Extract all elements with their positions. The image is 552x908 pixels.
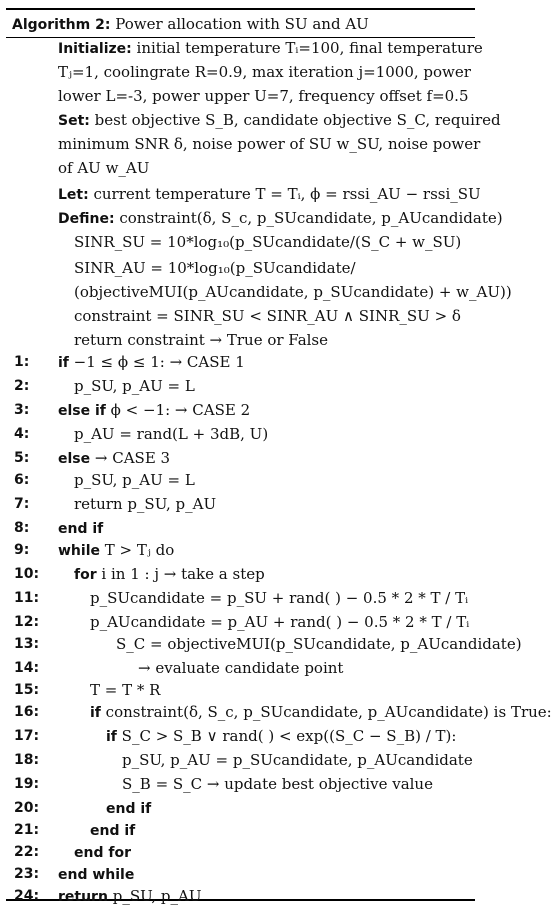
- statement-text: SINR_AU = 10*log₁₀(p_SUcandidate/: [74, 259, 356, 277]
- line-content: [90, 612, 469, 632]
- algorithm-line: [6, 864, 475, 886]
- algorithm-line: [6, 540, 475, 562]
- statement-text: p_SU, p_AU = p_SUcandidate, p_AUcandidate: [122, 751, 473, 769]
- statement-text: best objective S_B, candidate objective S_C, required: [94, 111, 501, 129]
- line-number: 11:: [14, 590, 40, 606]
- algorithm-line: [6, 564, 475, 586]
- statement-text: T = T * R: [90, 681, 161, 699]
- statement-text: p_SUcandidate = p_SU + rand( ) − 0.5 * 2 * T / Tᵢ: [90, 589, 469, 607]
- statement-text: (objectiveMUI(p_AUcandidate, p_SUcandidate) + w_AU)): [74, 283, 512, 301]
- algorithm-line: [6, 110, 501, 132]
- algorithm-line: [6, 680, 475, 702]
- statement-text: p_SU, p_AU = L: [74, 471, 195, 489]
- algorithm-line: [6, 86, 475, 108]
- line-number: 23:: [14, 866, 40, 882]
- algorithm-line: [6, 38, 483, 60]
- line-number: 22:: [14, 844, 40, 860]
- statement-text: p_AU = rand(L + 3dB, U): [74, 425, 269, 443]
- statement-text: −1 ≤ ϕ ≤ 1: → CASE 1: [73, 353, 245, 371]
- algorithm-line: [6, 352, 475, 374]
- line-number: 14:: [14, 660, 40, 676]
- algorithm-line: [6, 376, 475, 398]
- statement-text: p_AUcandidate = p_AU + rand( ) − 0.5 * 2 * T / Tᵢ: [90, 613, 470, 631]
- statement-text: T > Tⱼ do: [104, 541, 175, 559]
- line-content: [122, 774, 433, 794]
- statement-text: S_C = objectiveMUI(p_SUcandidate, p_AUcandidate): [116, 635, 522, 653]
- keyword: Set:: [58, 113, 90, 129]
- line-content: [74, 470, 195, 490]
- line-content: [58, 184, 481, 205]
- keyword: if: [58, 355, 69, 371]
- keyword: Define:: [58, 211, 115, 227]
- line-number: 18:: [14, 752, 40, 768]
- line-number: 7:: [14, 496, 30, 512]
- keyword: if: [90, 705, 101, 721]
- line-content: [74, 282, 512, 302]
- line-number: 2:: [14, 378, 30, 394]
- algorithm-line: [6, 494, 475, 516]
- statement-text: → evaluate candidate point: [138, 659, 344, 677]
- algorithm-line: [6, 726, 475, 748]
- keyword: end while: [58, 867, 135, 883]
- statement-text: lower L=-3, power upper U=7, frequency offset f=0.5: [58, 87, 469, 105]
- line-number: 17:: [14, 728, 40, 744]
- statement-text: initial temperature Tᵢ=100, final temperature: [136, 39, 483, 57]
- algorithm-line: [6, 612, 475, 634]
- line-number: 13:: [14, 636, 40, 652]
- line-content: [74, 424, 268, 444]
- line-number: 5:: [14, 450, 30, 466]
- line-content: [106, 798, 151, 819]
- algorithm-line: [6, 184, 481, 206]
- line-content: [58, 134, 480, 154]
- line-content: [138, 658, 343, 678]
- algorithm-line: [6, 424, 475, 446]
- keyword: while: [58, 543, 100, 559]
- algorithm-line: [6, 158, 475, 180]
- line-content: [58, 62, 471, 82]
- line-content: [106, 726, 456, 747]
- algorithm-box: [6, 8, 552, 905]
- statement-text: of AU w_AU: [58, 159, 150, 177]
- line-content: [58, 352, 245, 373]
- line-number: 3:: [14, 402, 30, 418]
- keyword: Let:: [58, 187, 89, 203]
- algorithm-line: [6, 702, 552, 724]
- line-number: 12:: [14, 614, 40, 630]
- line-content: [58, 400, 250, 421]
- line-content: [90, 680, 160, 700]
- line-content: [58, 864, 134, 885]
- statement-text: constraint = SINR_SU < SINR_AU ∧ SINR_SU > δ: [74, 307, 461, 325]
- statement-text: constraint(δ, S_c, p_SUcandidate, p_AUcandidate): [119, 209, 503, 227]
- line-content: [58, 158, 149, 178]
- line-content: [58, 886, 201, 907]
- line-content: [58, 540, 174, 561]
- algorithm-line: [6, 798, 475, 820]
- keyword: else if: [58, 403, 106, 419]
- algorithm-line: [6, 208, 503, 230]
- algorithm-line: [6, 330, 475, 352]
- algorithm-line: [6, 470, 475, 492]
- line-content: [116, 634, 522, 654]
- line-content: [74, 258, 356, 278]
- statement-text: constraint(δ, S_c, p_SUcandidate, p_AUcandidate) is True:: [105, 703, 552, 721]
- line-content: [74, 564, 265, 585]
- algorithm-line: [6, 774, 475, 796]
- keyword: Initialize:: [58, 41, 132, 57]
- line-number: 15:: [14, 682, 40, 698]
- keyword: end if: [58, 521, 104, 537]
- algorithm-line: [6, 886, 475, 908]
- statement-text: ϕ < −1: → CASE 2: [110, 401, 251, 419]
- keyword: if: [106, 729, 117, 745]
- statement-text: current temperature T = Tᵢ, ϕ = rssi_AU − rssi_SU: [93, 185, 481, 203]
- line-content: [74, 494, 216, 514]
- algorithm-line: [6, 634, 522, 656]
- algorithm-line: [6, 400, 475, 422]
- keyword: end if: [106, 801, 152, 817]
- line-content: [58, 208, 503, 229]
- line-content: [74, 376, 195, 396]
- statement-text: S_C > S_B ∨ rand( ) < exp((S_C − S_B) / T):: [121, 727, 457, 745]
- line-content: [90, 820, 135, 841]
- algorithm-line: [6, 62, 475, 84]
- line-number: 21:: [14, 822, 40, 838]
- line-content: [74, 232, 461, 252]
- algorithm-title-text: Power allocation with SU and AU: [115, 15, 369, 33]
- algorithm-line: [6, 588, 475, 610]
- statement-text: i in 1 : j → take a step: [101, 565, 265, 583]
- line-content: [58, 38, 483, 59]
- algorithm-line: [6, 820, 475, 842]
- line-content: [58, 86, 469, 106]
- algorithm-line: [6, 448, 475, 470]
- line-content: [58, 448, 170, 469]
- line-number: 9:: [14, 542, 30, 558]
- line-content: [74, 842, 131, 863]
- keyword: end for: [74, 845, 131, 861]
- algorithm-line: [6, 658, 475, 680]
- line-content: [90, 702, 552, 723]
- line-content: [58, 518, 103, 539]
- line-number: 19:: [14, 776, 40, 792]
- statement-text: p_SU, p_AU = L: [74, 377, 195, 395]
- line-content: [58, 110, 501, 131]
- line-number: 20:: [14, 800, 40, 816]
- statement-text: minimum SNR δ, noise power of SU w_SU, noise power: [58, 135, 481, 153]
- keyword: end if: [90, 823, 136, 839]
- keyword: return: [58, 889, 108, 905]
- algorithm-line: [6, 842, 475, 864]
- line-number: 16:: [14, 704, 40, 720]
- algorithm-line: [6, 306, 475, 328]
- algorithm-line: [6, 232, 475, 254]
- line-number: 1:: [14, 354, 30, 370]
- line-content: [90, 588, 468, 608]
- statement-text: return p_SU, p_AU: [74, 495, 217, 513]
- line-content: [74, 306, 461, 326]
- line-number: 6:: [14, 472, 30, 488]
- algorithm-label: Algorithm 2:: [12, 17, 111, 33]
- algorithm-line: [6, 518, 475, 540]
- line-number: 10:: [14, 566, 40, 582]
- statement-text: SINR_SU = 10*log₁₀(p_SUcandidate/(S_C + w_SU): [74, 233, 462, 251]
- algorithm-line: [6, 750, 475, 772]
- line-content: [122, 750, 473, 770]
- statement-text: → CASE 3: [94, 449, 171, 467]
- algorithm-title: [6, 10, 475, 38]
- algorithm-line: [6, 258, 475, 280]
- line-number: 4:: [14, 426, 30, 442]
- algorithm-line: [6, 134, 481, 156]
- keyword: for: [74, 567, 97, 583]
- statement-text: S_B = S_C → update best objective value: [122, 775, 433, 793]
- algorithm-line: [6, 282, 512, 304]
- line-content: [74, 330, 328, 350]
- line-number: 24:: [14, 888, 40, 904]
- statement-text: Tⱼ=1, coolingrate R=0.9, max iteration j=1000, power: [58, 63, 471, 81]
- statement-text: return constraint → True or False: [74, 331, 329, 349]
- line-number: 8:: [14, 520, 30, 536]
- keyword: else: [58, 451, 91, 467]
- statement-text: p_SU, p_AU: [112, 887, 202, 905]
